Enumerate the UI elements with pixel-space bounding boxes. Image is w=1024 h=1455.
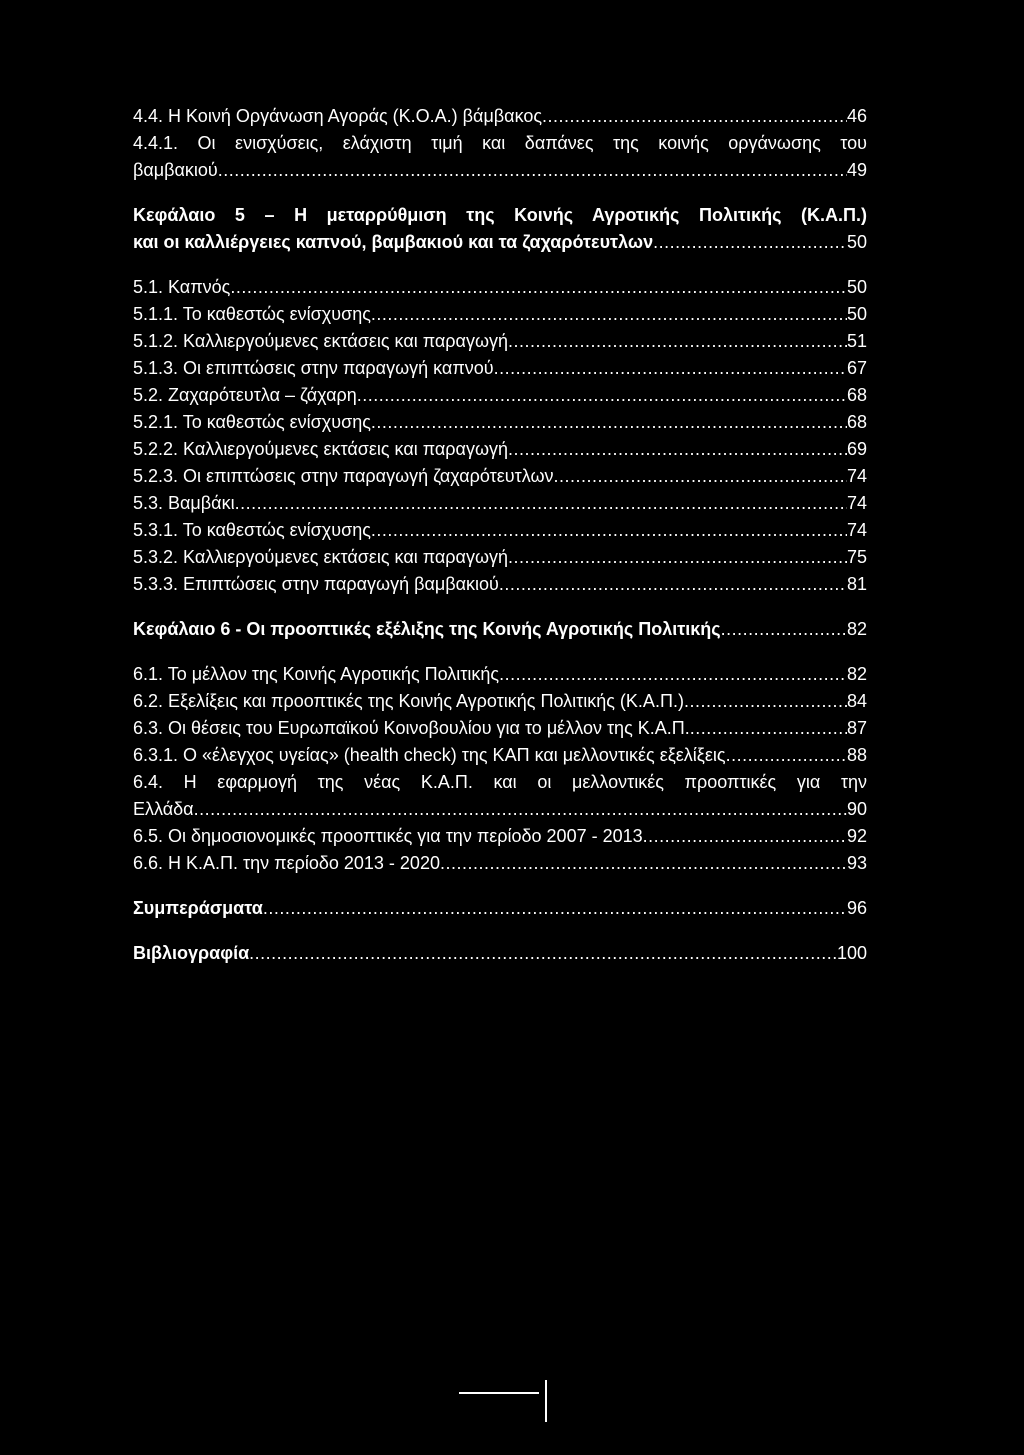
toc-chapter-5[interactable] <box>133 229 867 256</box>
dot-leader <box>263 895 847 922</box>
toc-entry-title: 6.2. Εξελίξεις και προοπτικές της Κοινής Αγροτικής Πολιτικής (Κ.Α.Π.) <box>133 691 684 711</box>
toc-entry-page: 93 <box>846 853 867 873</box>
toc-entry-6-3[interactable] <box>133 715 867 742</box>
dot-leader <box>357 382 847 409</box>
toc-entry-5-2-3[interactable] <box>133 463 867 490</box>
toc-entry-page: 84 <box>846 691 867 711</box>
dot-leader <box>554 463 847 490</box>
toc-entry-page: 81 <box>846 574 867 594</box>
toc-entry-title: Ελλάδα <box>133 799 194 819</box>
toc-entry-title: 5.2.1. Το καθεστώς ενίσχυσης <box>133 412 371 432</box>
toc-entry-page: 87 <box>846 718 867 738</box>
dot-leader <box>508 436 847 463</box>
dot-leader <box>235 490 847 517</box>
toc-entry-page: 51 <box>846 331 867 351</box>
toc-entry-6-2[interactable] <box>133 688 867 715</box>
toc-entry-title: 5.3. Βαμβάκι <box>133 493 235 513</box>
dot-leader <box>218 157 847 184</box>
dot-leader <box>230 274 847 301</box>
toc-bibliography[interactable] <box>133 940 867 967</box>
toc-entry-6-5[interactable] <box>133 823 867 850</box>
dot-leader <box>440 850 847 877</box>
toc-entry-5-2[interactable] <box>133 382 867 409</box>
dot-leader <box>690 715 847 742</box>
toc-entry-title: 5.1.3. Οι επιπτώσεις στην παραγωγή καπνού <box>133 358 494 378</box>
dot-leader <box>508 544 847 571</box>
toc-entry-title: 5.3.3. Επιπτώσεις στην παραγωγή βαμβακιού <box>133 574 499 594</box>
footer-divider <box>459 1392 539 1394</box>
toc-entry-5-1[interactable] <box>133 274 867 301</box>
toc-entry-5-3-3[interactable] <box>133 571 867 598</box>
toc-conclusions[interactable] <box>133 895 867 922</box>
toc-entry-5-3[interactable] <box>133 490 867 517</box>
footer-vertical-mark <box>545 1380 547 1422</box>
toc-entry-title: 5.1.2. Καλλιεργούμενες εκτάσεις και παραγωγή <box>133 331 509 351</box>
toc-entry-5-1-1[interactable] <box>133 301 867 328</box>
toc-entry-6-4[interactable] <box>133 796 867 823</box>
toc-entry-page: 67 <box>846 358 867 378</box>
dot-leader <box>371 301 847 328</box>
toc-entry-5-1-2[interactable] <box>133 328 867 355</box>
toc-entry-page: 96 <box>846 898 867 918</box>
toc-chapter-title: Βιβλιογραφία <box>133 943 250 963</box>
toc-entry-page: 100 <box>836 943 867 963</box>
toc-chapter-5-line1[interactable] <box>133 202 867 229</box>
dot-leader <box>371 409 847 436</box>
toc-entry-6-6[interactable] <box>133 850 867 877</box>
toc-entry-5-3-1[interactable] <box>133 517 867 544</box>
toc-entry-title: 6.1. Το μέλλον της Κοινής Αγροτικής Πολιτικής <box>133 664 500 684</box>
toc-entry-6-1[interactable] <box>133 661 867 688</box>
toc-entry-page: 49 <box>846 160 867 180</box>
toc-entry-page: 68 <box>846 385 867 405</box>
toc-entry-5-3-2[interactable] <box>133 544 867 571</box>
toc-entry-6-4-line1[interactable] <box>133 769 867 796</box>
toc-entry-page: 50 <box>846 304 867 324</box>
toc-entry-title: 6.3. Οι θέσεις του Ευρωπαϊκού Κοινοβουλίου για το μέλλον της Κ.Α.Π. <box>133 718 690 738</box>
dot-leader <box>542 103 847 130</box>
dot-leader <box>726 742 847 769</box>
dot-leader <box>249 940 837 967</box>
toc-entry-title: 5.2.2. Καλλιεργούμενες εκτάσεις και παραγωγή <box>133 439 509 459</box>
toc-entry-4-4[interactable] <box>133 103 867 130</box>
dot-leader <box>684 688 847 715</box>
toc-entry-page: 50 <box>846 232 867 252</box>
toc-entry-page: 82 <box>846 619 867 639</box>
toc-entry-5-1-3[interactable] <box>133 355 867 382</box>
dot-leader <box>499 661 847 688</box>
toc-entry-5-2-2[interactable] <box>133 436 867 463</box>
toc-entry-title: 6.6. Η Κ.Α.Π. την περίοδο 2013 - 2020 <box>133 853 440 873</box>
toc-entry-title: 4.4. Η Κοινή Οργάνωση Αγοράς (Κ.Ο.Α.) βάμβακος <box>133 106 543 126</box>
toc-entry-title: 4.4.1. Οι ενισχύσεις, ελάχιστη τιμή και δαπάνες της κοινής οργάνωσης του <box>133 133 867 153</box>
toc-entry-page: 74 <box>846 520 867 540</box>
toc-entry-title: 5.2. Ζαχαρότευτλα – ζάχαρη <box>133 385 357 405</box>
toc-chapter-6[interactable] <box>133 616 867 643</box>
toc-chapter-title: Συμπεράσματα <box>133 898 263 918</box>
toc-chapter-title: Κεφάλαιο 5 – Η μεταρρύθμιση της Κοινής Αγροτικής Πολιτικής (Κ.Α.Π.) <box>133 205 867 225</box>
toc-entry-page: 82 <box>846 664 867 684</box>
toc-entry-page: 68 <box>846 412 867 432</box>
toc-entry-page: 50 <box>846 277 867 297</box>
toc-entry-5-2-1[interactable] <box>133 409 867 436</box>
dot-leader <box>499 571 847 598</box>
toc-entry-title: 5.1.1. Το καθεστώς ενίσχυσης <box>133 304 371 324</box>
toc-entry-title: 5.1. Καπνός <box>133 277 231 297</box>
dot-leader <box>721 616 847 643</box>
toc-chapter-title: και οι καλλιέργειες καπνού, βαμβακιού και τα ζαχαρότευτλων <box>133 232 654 252</box>
toc-entry-title: 6.5. Οι δημοσιονομικές προοπτικές για την περίοδο 2007 - 2013 <box>133 826 643 846</box>
toc-entry-title: 5.3.2. Καλλιεργούμενες εκτάσεις και παραγωγή <box>133 547 509 567</box>
toc-entry-page: 75 <box>846 547 867 567</box>
dot-leader <box>653 229 847 256</box>
toc-entry-title: 5.3.1. Το καθεστώς ενίσχυσης <box>133 520 371 540</box>
dot-leader <box>194 796 847 823</box>
dot-leader <box>371 517 847 544</box>
toc-entry-title: 6.3.1. Ο «έλεγχος υγείας» (health check) της ΚΑΠ και μελλοντικές εξελίξεις <box>133 745 726 765</box>
toc-chapter-title: Κεφάλαιο 6 - Οι προοπτικές εξέλιξης της Κοινής Αγροτικής Πολιτικής <box>133 619 721 639</box>
toc-entry-page: 46 <box>846 106 867 126</box>
toc-entry-page: 74 <box>846 466 867 486</box>
toc-entry-page: 69 <box>846 439 867 459</box>
toc-entry-4-4-1[interactable] <box>133 157 867 184</box>
toc-entry-page: 92 <box>846 826 867 846</box>
toc-entry-title: βαμβακιού <box>133 160 218 180</box>
toc-entry-page: 74 <box>846 493 867 513</box>
dot-leader <box>643 823 847 850</box>
toc-entry-title: 5.2.3. Οι επιπτώσεις στην παραγωγή ζαχαρότευτλων <box>133 466 554 486</box>
toc-entry-title: 6.4. Η εφαρμογή της νέας Κ.Α.Π. και οι μελλοντικές προοπτικές για την <box>133 772 867 792</box>
toc-entry-page: 88 <box>846 745 867 765</box>
dot-leader <box>494 355 847 382</box>
toc-entry-4-4-1-line1[interactable] <box>133 130 867 157</box>
toc-entry-6-3-1[interactable] <box>133 742 867 769</box>
dot-leader <box>508 328 847 355</box>
table-of-contents <box>133 103 867 967</box>
toc-entry-page: 90 <box>846 799 867 819</box>
